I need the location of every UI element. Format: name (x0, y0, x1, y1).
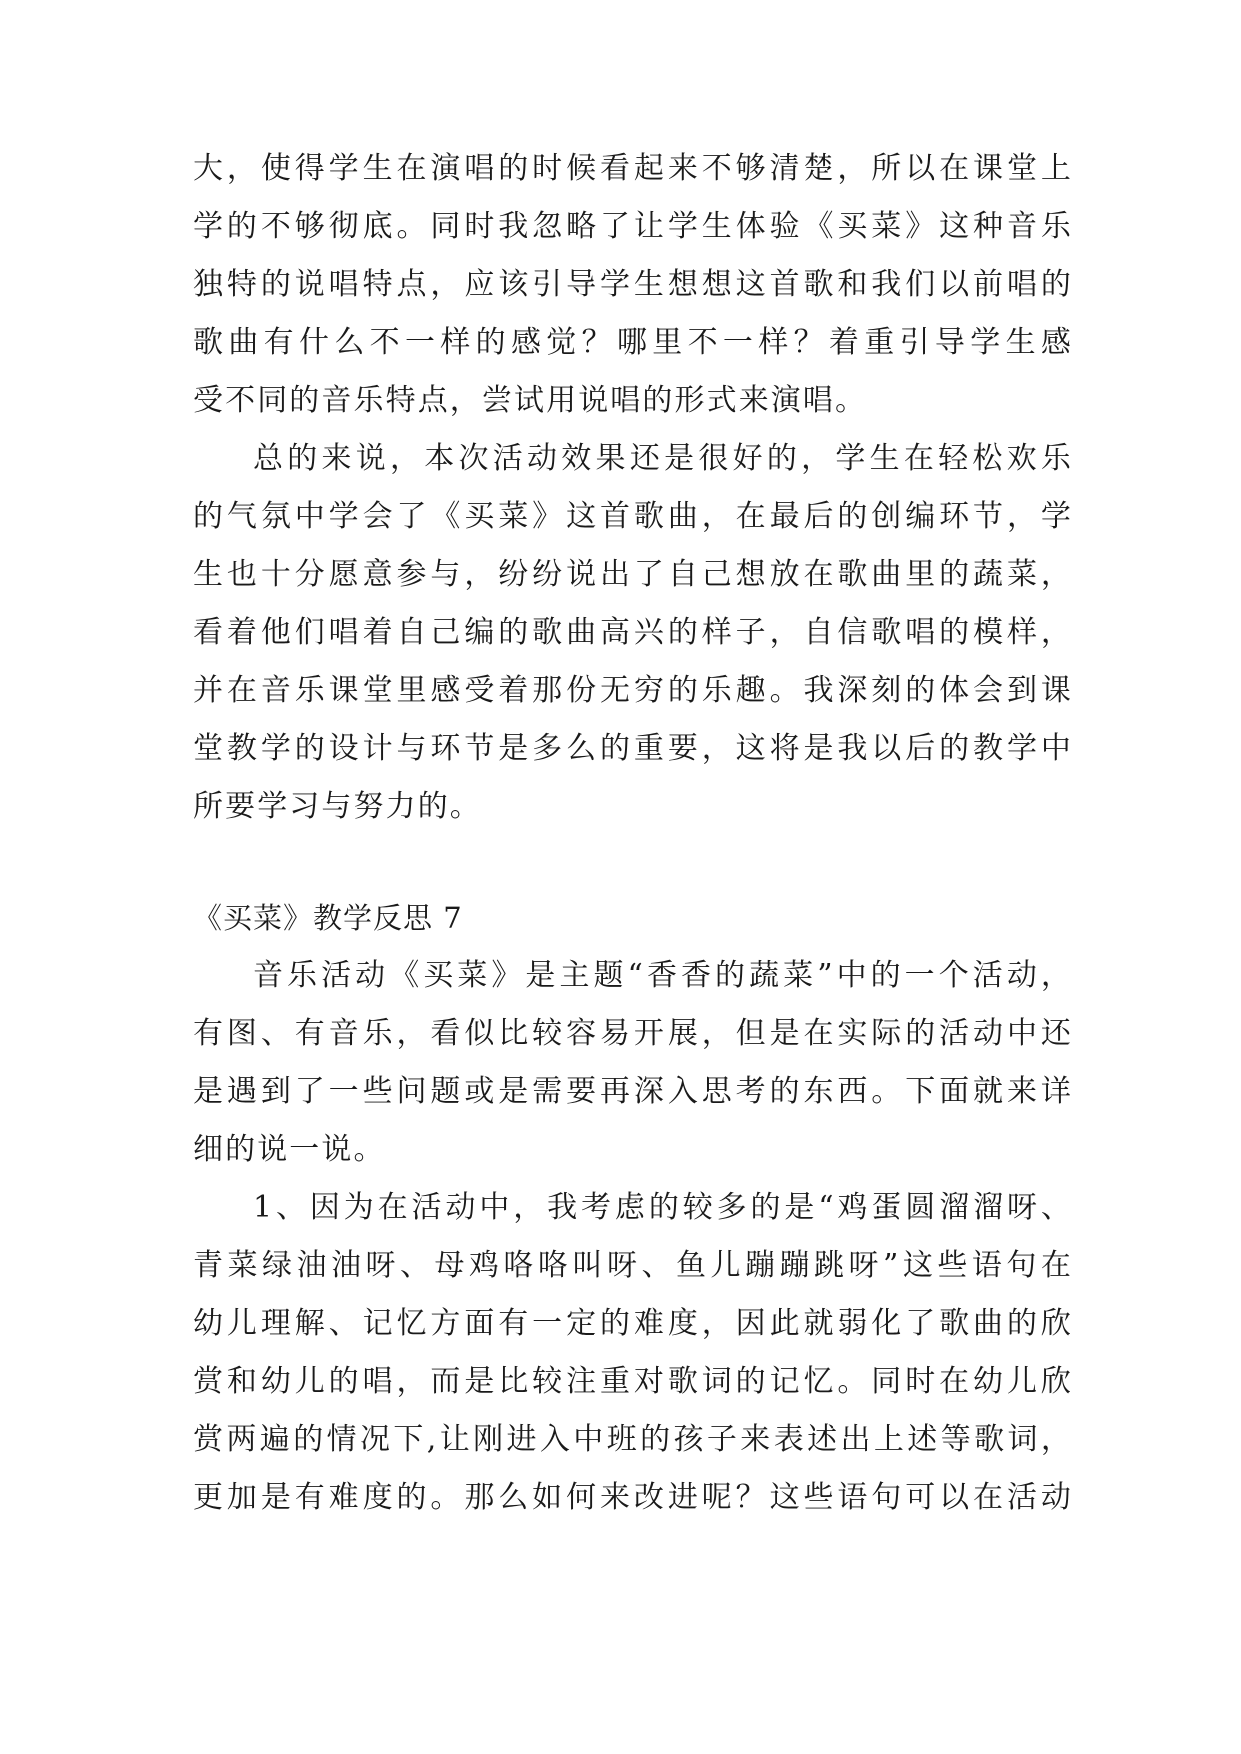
section-heading: 《买菜》教学反思 7 (193, 901, 463, 935)
text-line: 赏和幼儿的唱，而是比较注重对歌词的记忆。同时在幼儿欣 (193, 1364, 1073, 1399)
text-line: 更加是有难度的。那么如何来改进呢？这些语句可以在活动 (193, 1480, 1073, 1515)
text-line: 青菜绿油油呀、母鸡咯咯叫呀、鱼儿蹦蹦跳呀”这些语句在 (193, 1248, 1073, 1283)
text-line: 所要学习与努力的。 (193, 789, 482, 824)
text-line: 1、因为在活动中，我考虑的较多的是“鸡蛋圆溜溜呀、 (253, 1190, 1073, 1225)
text-line: 是遇到了一些问题或是需要再深入思考的东西。下面就来详 (193, 1074, 1073, 1109)
text-line: 细的说一说。 (193, 1132, 386, 1167)
text-line: 赏两遍的情况下,让刚进入中班的孩子来表述出上述等歌词， (193, 1422, 1073, 1457)
text-line: 有图、有音乐，看似比较容易开展，但是在实际的活动中还 (193, 1016, 1073, 1051)
text-line: 歌曲有什么不一样的感觉？哪里不一样？着重引导学生感 (193, 325, 1073, 360)
text-line: 总的来说，本次活动效果还是很好的，学生在轻松欢乐 (253, 441, 1073, 476)
text-line: 看着他们唱着自己编的歌曲高兴的样子，自信歌唱的模样， (193, 615, 1073, 650)
text-line: 的气氛中学会了《买菜》这首歌曲，在最后的创编环节，学 (193, 499, 1073, 534)
text-line: 生也十分愿意参与，纷纷说出了自己想放在歌曲里的蔬菜， (193, 557, 1073, 592)
text-line: 并在音乐课堂里感受着那份无穷的乐趣。我深刻的体会到课 (193, 673, 1073, 708)
text-line: 音乐活动《买菜》是主题“香香的蔬菜”中的一个活动， (253, 958, 1073, 993)
text-line: 学的不够彻底。同时我忽略了让学生体验《买菜》这种音乐 (193, 209, 1073, 244)
text-line: 大，使得学生在演唱的时候看起来不够清楚，所以在课堂上 (193, 151, 1073, 186)
text-line: 受不同的音乐特点，尝试用说唱的形式来演唱。 (193, 383, 868, 418)
text-line: 堂教学的设计与环节是多么的重要，这将是我以后的教学中 (193, 731, 1073, 766)
text-line: 独特的说唱特点，应该引导学生想想这首歌和我们以前唱的 (193, 267, 1073, 302)
text-line: 幼儿理解、记忆方面有一定的难度，因此就弱化了歌曲的欣 (193, 1306, 1073, 1341)
